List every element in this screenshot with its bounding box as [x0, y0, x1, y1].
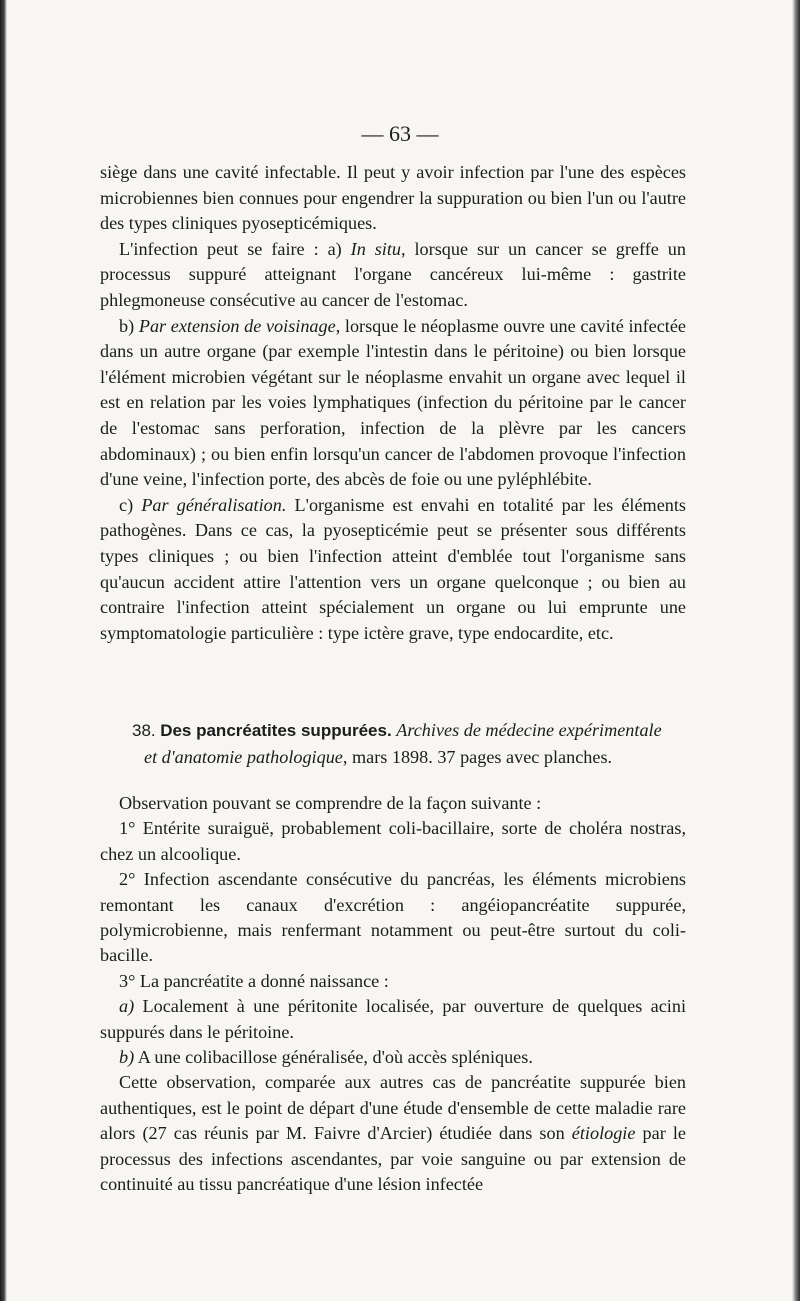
entry-number: 38. — [132, 721, 156, 740]
observation-item-3: 3° La pancréatite a donné naissance : — [119, 970, 389, 991]
entry-title: Des pancréatites suppurées. — [160, 721, 392, 740]
conclusion-lead: Cette observation, comparée aux autres cas de pancréatite suppurée bien authentiques, est le point de départ d'une étude d'ensemble de cette maladie rare alors (27 cas réunis par M. Faivre d'Arcier) étudiée dans son — [100, 1072, 686, 1144]
p2-rest: , lorsque sur un cancer se greffe un processus suppuré atteignant l'organe cancéreux lui-même : gastrite phlegmoneuse consécutive au cancer de l'estomac. — [100, 238, 686, 310]
paragraph-1: siège dans une cavité infectable. Il peut y avoir infection par l'une des espèces microbiennes bien connues pour engendrer la suppuration ou bien l'un ou l'autre des types cliniques pyosepticémiques. — [100, 162, 686, 234]
p4-lead: c) — [119, 494, 142, 515]
entry-journal-2: et d'anatomie pathologique — [144, 747, 343, 767]
entry-details: , mars 1898. 37 pages avec planches. — [342, 747, 613, 767]
conclusion-italic: étiologie — [571, 1123, 636, 1144]
entry-journal-1: Archives de médecine expérimentale — [396, 720, 662, 740]
page-number: — 63 — — [361, 121, 439, 146]
observation-item-2: 2° Infection ascendante consécutive du pancréas, les éléments microbiens remontant les canaux d'excrétion : angéiopancréatite suppurée, polymicrobienne, mais renfermant notamment ou peut-être surtout du coli-bacille. — [100, 869, 686, 966]
item-3b-label: b) — [119, 1047, 135, 1068]
observation-item-3b — [100, 1045, 686, 1070]
item-3b-text: A une colibacillose généralisée, d'où accès spléniques. — [134, 1047, 533, 1068]
page-edge-right — [792, 0, 800, 1301]
paragraph-3 — [100, 314, 686, 493]
paragraph-2 — [100, 237, 686, 314]
p4-italic: Par généralisation. — [141, 494, 287, 515]
conclusion-rest: par le processus des infections ascendantes, par voie sanguine ou par extension de continuité au tissu pancréatique d'une lésion infectée — [100, 1123, 686, 1195]
bibliography-entry — [132, 717, 687, 770]
paragraph-4 — [100, 493, 686, 647]
observation-item-3a — [100, 994, 686, 1045]
observation-item-1: 1° Entérite suraiguë, probablement coli-bacillaire, sorte de choléra nostras, chez un alcoolique. — [100, 818, 686, 864]
p4-rest: L'organisme est envahi en totalité par les éléments pathogènes. Dans ce cas, la pyosepticémie peut se présenter sous différents types cliniques ; ou bien l'infection atteint d'emblée tout l'organisme sans qu'aucun accident attire l'attention vers un organe quelconque ; ou bien au contraire l'infection atteint spécialement un organe ou lui emprunte une symptomatologie particulière : type ictère grave, type endocardite, etc. — [100, 494, 686, 643]
p2-italic: In situ — [350, 238, 402, 259]
entry-line-2 — [132, 744, 687, 770]
observation-text — [100, 791, 686, 1198]
p3-lead: b) — [119, 315, 139, 336]
observation-conclusion — [100, 1070, 686, 1197]
observation-intro: Observation pouvant se comprendre de la façon suivante : — [119, 793, 542, 813]
page-edge-left — [0, 0, 7, 1301]
body-text — [100, 160, 686, 646]
item-3a-text: Localement à une péritonite localisée, par ouverture de quelques acini suppurés dans le péritoine. — [100, 996, 686, 1042]
p3-italic: Par extension de voisinage — [138, 315, 336, 336]
entry-line-1 — [132, 717, 687, 744]
item-3a-label: a) — [119, 996, 135, 1017]
p2-lead: L'infection peut se faire : a) — [119, 238, 351, 259]
p3-rest: , lorsque le néoplasme ouvre une cavité infectée dans un autre organe (par exemple l'intestin dans le péritoine) ou bien lorsque l'élément microbien végétant sur le néoplasme envahit un organe avec lequel il est en relation par les voies lymphatiques (infection du péritoine par le cancer de l'estomac sans perforation, infection de la plèvre par les cancers abdominaux) ; ou bien enfin lorsqu'un cancer de l'abdomen provoque l'infection d'une veine, l'infection porte, des abcès de foie ou une pyléphlébite. — [100, 315, 687, 490]
